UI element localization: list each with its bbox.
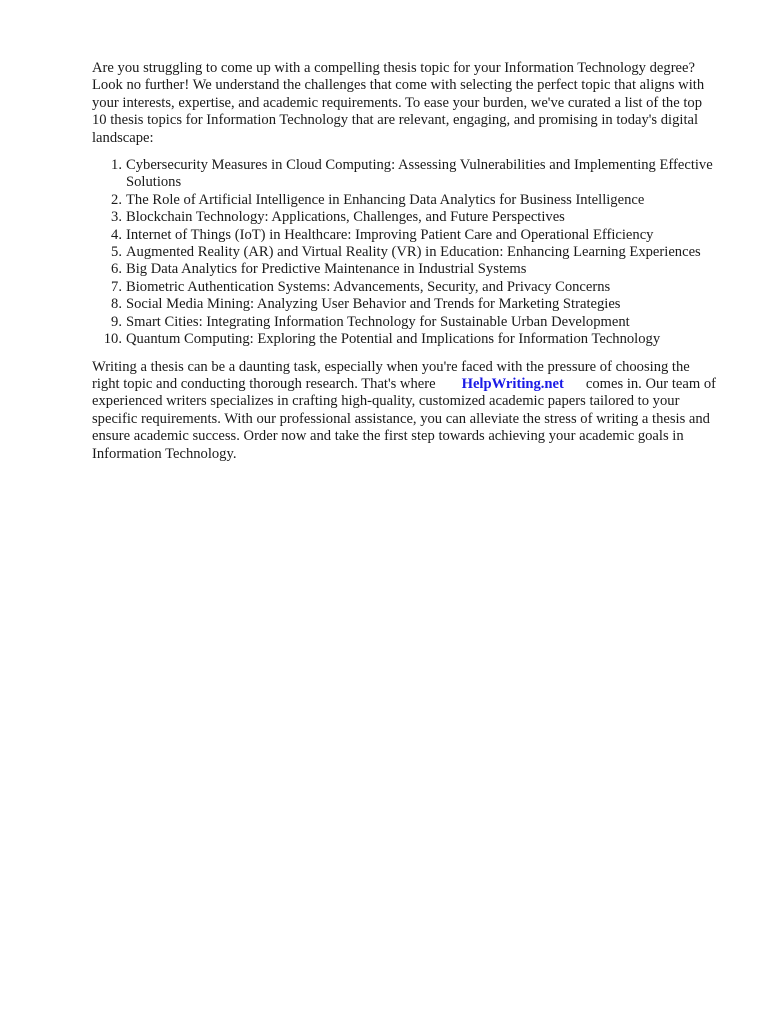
topic-item [92,244,720,261]
closing-text-before: Writing a thesis can be a daunting task, especially when you're faced with the pressure of choosing the right topic and conducting thorough research. That's where [92,358,690,392]
topic-number: 5. [111,244,122,261]
topic-item [92,261,720,278]
topic-text: Cybersecurity Measures in Cloud Computing: Assessing Vulnerabilities and Implementing Effective Solutions [126,157,713,191]
topic-text: Quantum Computing: Exploring the Potential and Implications for Information Technology [126,331,661,348]
topic-number: 3. [111,209,122,226]
topic-item [92,279,720,296]
closing-paragraph [92,359,720,463]
thesis-topic-list [92,157,720,348]
topic-text: The Role of Artificial Intelligence in Enhancing Data Analytics for Business Intelligence [126,191,645,208]
helpwriting-link[interactable]: HelpWriting.net [461,375,564,392]
topic-item [92,314,720,331]
topic-item [92,209,720,226]
topic-number: 7. [111,278,122,295]
topic-item [92,331,720,348]
topic-text: Big Data Analytics for Predictive Maintenance in Industrial Systems [126,261,527,278]
topic-item [92,192,720,209]
topic-text: Blockchain Technology: Applications, Challenges, and Future Perspectives [126,209,565,226]
closing-text-after: comes in. Our team of experienced writers specializes in crafting high-quality, customized academic papers tailored to your specific requirements. With our professional assistance, you can alleviate the stress of writing a thesis and ensure academic success. Order now and take the first step towards achieving your academic goals in Information Technology. [92,375,716,462]
topic-text: Social Media Mining: Analyzing User Behavior and Trends for Marketing Strategies [126,296,621,313]
topic-item [92,227,720,244]
topic-number: 6. [111,261,122,278]
topic-item [92,296,720,313]
topic-number: 4. [111,226,122,243]
topic-item [92,157,720,192]
topic-text: Biometric Authentication Systems: Advancements, Security, and Privacy Concerns [126,278,611,295]
topic-text: Augmented Reality (AR) and Virtual Reality (VR) in Education: Enhancing Learning Experiences [126,244,701,261]
topic-number: 9. [111,313,122,330]
topic-number: 10. [103,331,122,348]
document-page [92,60,720,473]
topic-number: 1. [111,157,122,174]
topic-number: 2. [111,191,122,208]
topic-text: Internet of Things (IoT) in Healthcare: Improving Patient Care and Operational Efficiency [126,226,654,243]
intro-paragraph: Are you struggling to come up with a compelling thesis topic for your Information Technology degree? Look no further! We understand the challenges that come with selecting the perfect topic that aligns with your interests, expertise, and academic requirements. To ease your burden, we've curated a list of the top 10 thesis topics for Information Technology that are relevant, engaging, and promising in today's digital landscape: [92,60,705,146]
topic-text: Smart Cities: Integrating Information Technology for Sustainable Urban Development [126,313,630,330]
topic-number: 8. [111,296,122,313]
